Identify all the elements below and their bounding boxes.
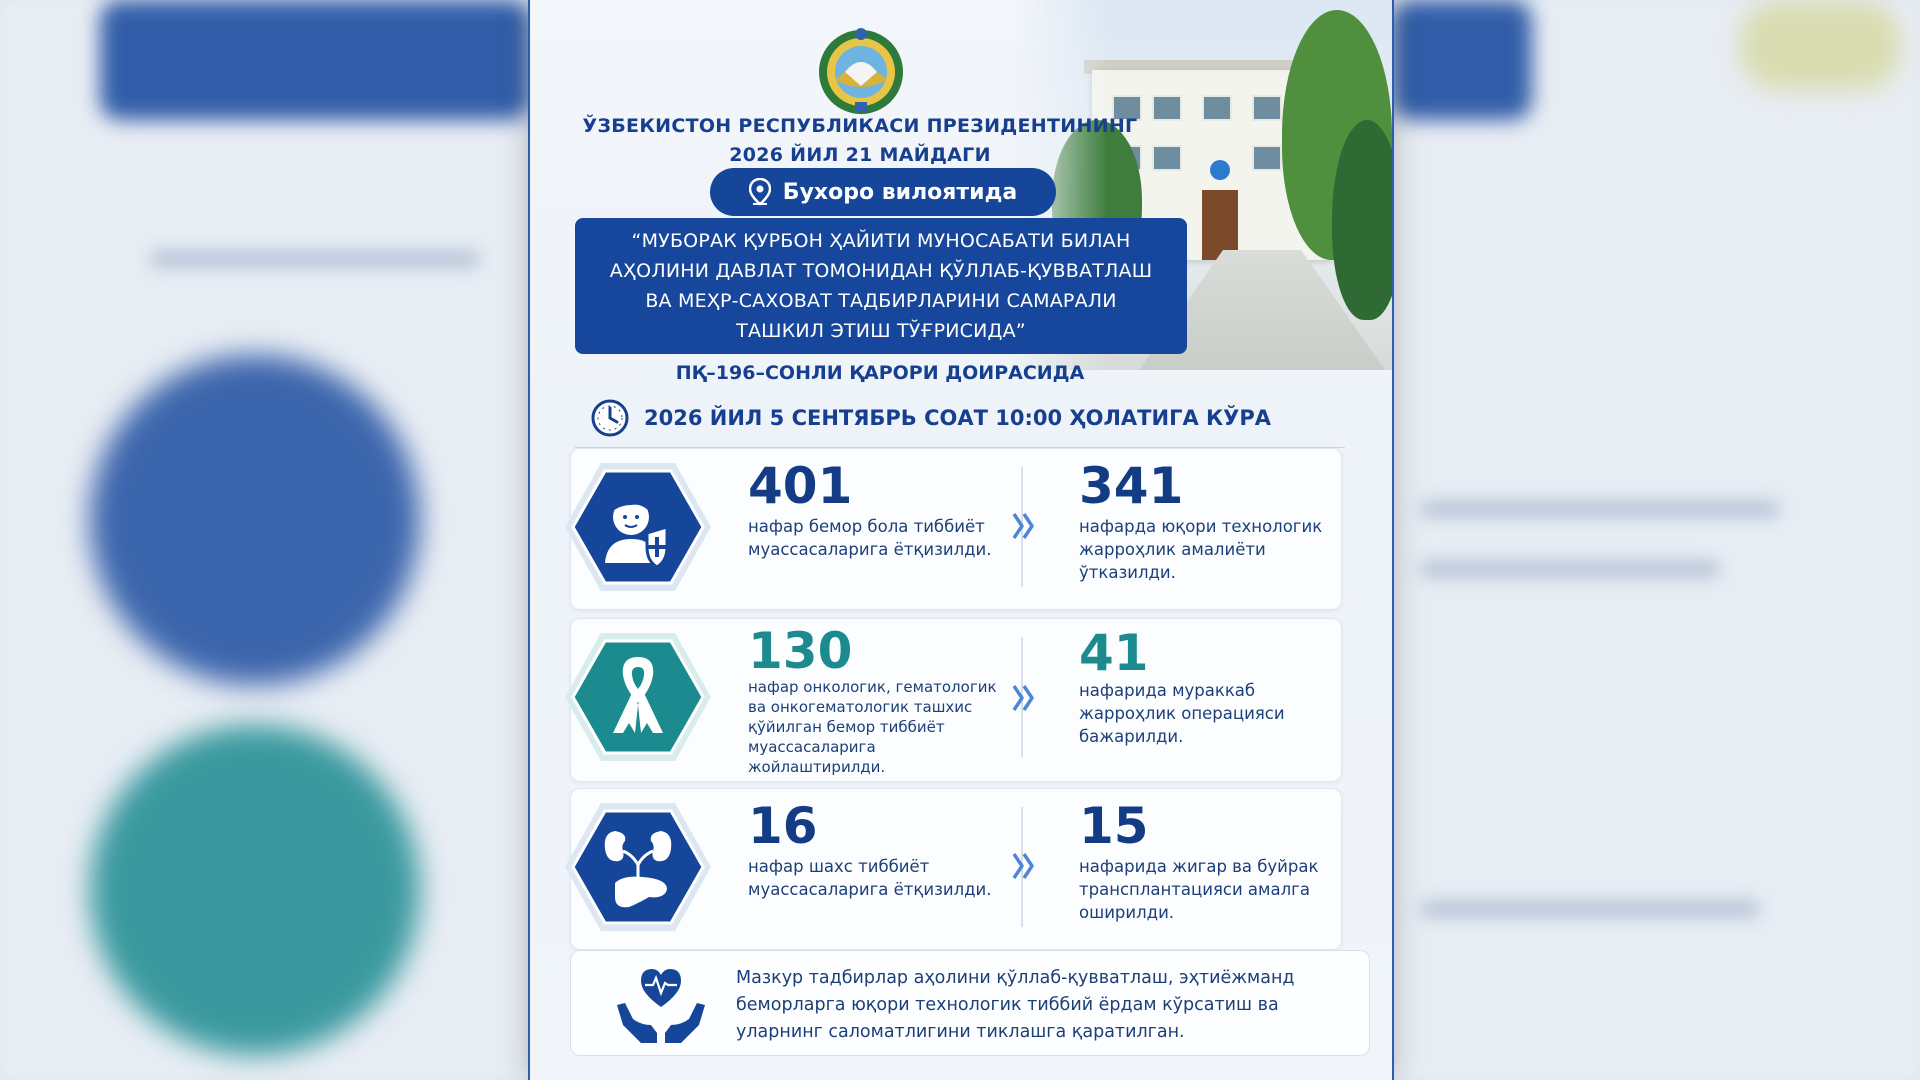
double-chevron-right-icon bbox=[1011, 511, 1037, 541]
stat-number: 41 bbox=[1079, 624, 1149, 682]
stat-right bbox=[1079, 624, 1339, 748]
summary-note bbox=[570, 950, 1370, 1056]
stat-description: нафарда юқори технологик жарроҳлик амалиёти ўтказилди. bbox=[1079, 517, 1323, 582]
location-pill bbox=[710, 168, 1056, 216]
clock-icon bbox=[590, 398, 630, 438]
stat-number: 16 bbox=[748, 797, 818, 855]
blurred-tree bbox=[1740, 0, 1900, 90]
stat-description: нафар онкологик, гематологик ва онкогематологик ташхис қўйилган бемор тиббиёт муассасаларига жойлаштирилди. bbox=[748, 678, 997, 776]
stat-description: нафарида мураккаб жарроҳлик операцияси бажарилди. bbox=[1079, 681, 1285, 746]
stat-number: 341 bbox=[1079, 457, 1184, 515]
double-chevron-right-icon bbox=[1011, 851, 1037, 881]
summary-note-text bbox=[736, 965, 1356, 1046]
blurred-hex-teal bbox=[90, 725, 420, 1055]
stat-number: 15 bbox=[1079, 797, 1149, 855]
decree-title-box bbox=[575, 218, 1187, 354]
stat-right bbox=[1079, 797, 1339, 924]
stat-row bbox=[570, 448, 1342, 610]
status-date-row bbox=[590, 398, 1271, 438]
blurred-header-bar bbox=[100, 0, 530, 120]
blurred-backdrop-right bbox=[1390, 0, 1920, 1080]
summary-note-line: Мазкур тадбирлар аҳолини қўллаб-қувватлаш, эҳтиёжманд bbox=[736, 968, 1295, 988]
decree-title-line: “МУБОРАК ҚУРБОН ҲАЙИТИ МУНОСАБАТИ БИЛАН bbox=[631, 230, 1131, 252]
blurred-text-line bbox=[1420, 900, 1760, 918]
infographic-card bbox=[530, 0, 1392, 1080]
header-title-line2: 2026 ЙИЛ 21 МАЙДАГИ bbox=[729, 144, 991, 166]
stat-description: нафар бемор бола тиббиёт муассасаларига ётқизилди. bbox=[748, 517, 992, 559]
state-emblem-icon bbox=[815, 24, 907, 116]
summary-note-line: уларнинг саломатлигини тиклашга қаратилган. bbox=[736, 1022, 1185, 1042]
stat-row bbox=[570, 618, 1342, 782]
decree-title-line: ТАШКИЛ ЭТИШ ТЎҒРИСИДА” bbox=[736, 320, 1026, 342]
blurred-text-line bbox=[1420, 560, 1720, 578]
double-chevron-right-icon bbox=[1011, 683, 1037, 713]
stat-left bbox=[748, 797, 998, 901]
stat-right bbox=[1079, 457, 1339, 584]
location-pin-icon bbox=[749, 178, 771, 206]
summary-note-line: беморларга юқори технологик тиббий ёрдам кўрсатиш ва bbox=[736, 995, 1279, 1015]
stat-number: 401 bbox=[748, 457, 853, 515]
location-label: Бухоро вилоятида bbox=[782, 179, 1018, 205]
child-patient-icon bbox=[563, 459, 713, 595]
stat-row bbox=[570, 788, 1342, 950]
decree-number: ПҚ–196–СОНЛИ ҚАРОРИ ДОИРАСИДА bbox=[675, 362, 1085, 384]
blurred-header-bar-right bbox=[1392, 0, 1532, 120]
kidney-liver-icon bbox=[563, 799, 713, 935]
status-date-label: 2026 ЙИЛ 5 СЕНТЯБРЬ СОАТ 10:00 ҲОЛАТИГА КЎРА bbox=[644, 406, 1272, 430]
blurred-hex-blue bbox=[90, 355, 420, 685]
stat-left bbox=[748, 622, 1008, 777]
decree-title-line: ВА МЕҲР-САХОВАТ ТАДБИРЛАРИНИ САМАРАЛИ bbox=[645, 290, 1117, 312]
stat-description: нафарида жигар ва буйрак трансплантацияси амалга оширилди. bbox=[1079, 857, 1319, 922]
awareness-ribbon-icon bbox=[563, 629, 713, 765]
header-title-line1: ЎЗБЕКИСТОН РЕСПУБЛИКАСИ ПРЕЗИДЕНТИНИНГ bbox=[582, 115, 1138, 137]
blurred-text-line bbox=[1420, 500, 1780, 518]
stat-left bbox=[748, 457, 998, 561]
stat-number: 130 bbox=[748, 622, 853, 680]
blurred-text-line bbox=[150, 250, 480, 268]
decree-title-line: АҲОЛИНИ ДАВЛАТ ТОМОНИДАН ҚЎЛЛАБ-ҚУВВАТЛАШ bbox=[609, 260, 1153, 282]
stat-description: нафар шахс тиббиёт муассасаларига ётқизилди. bbox=[748, 857, 992, 899]
heart-in-hands-icon bbox=[611, 963, 711, 1047]
